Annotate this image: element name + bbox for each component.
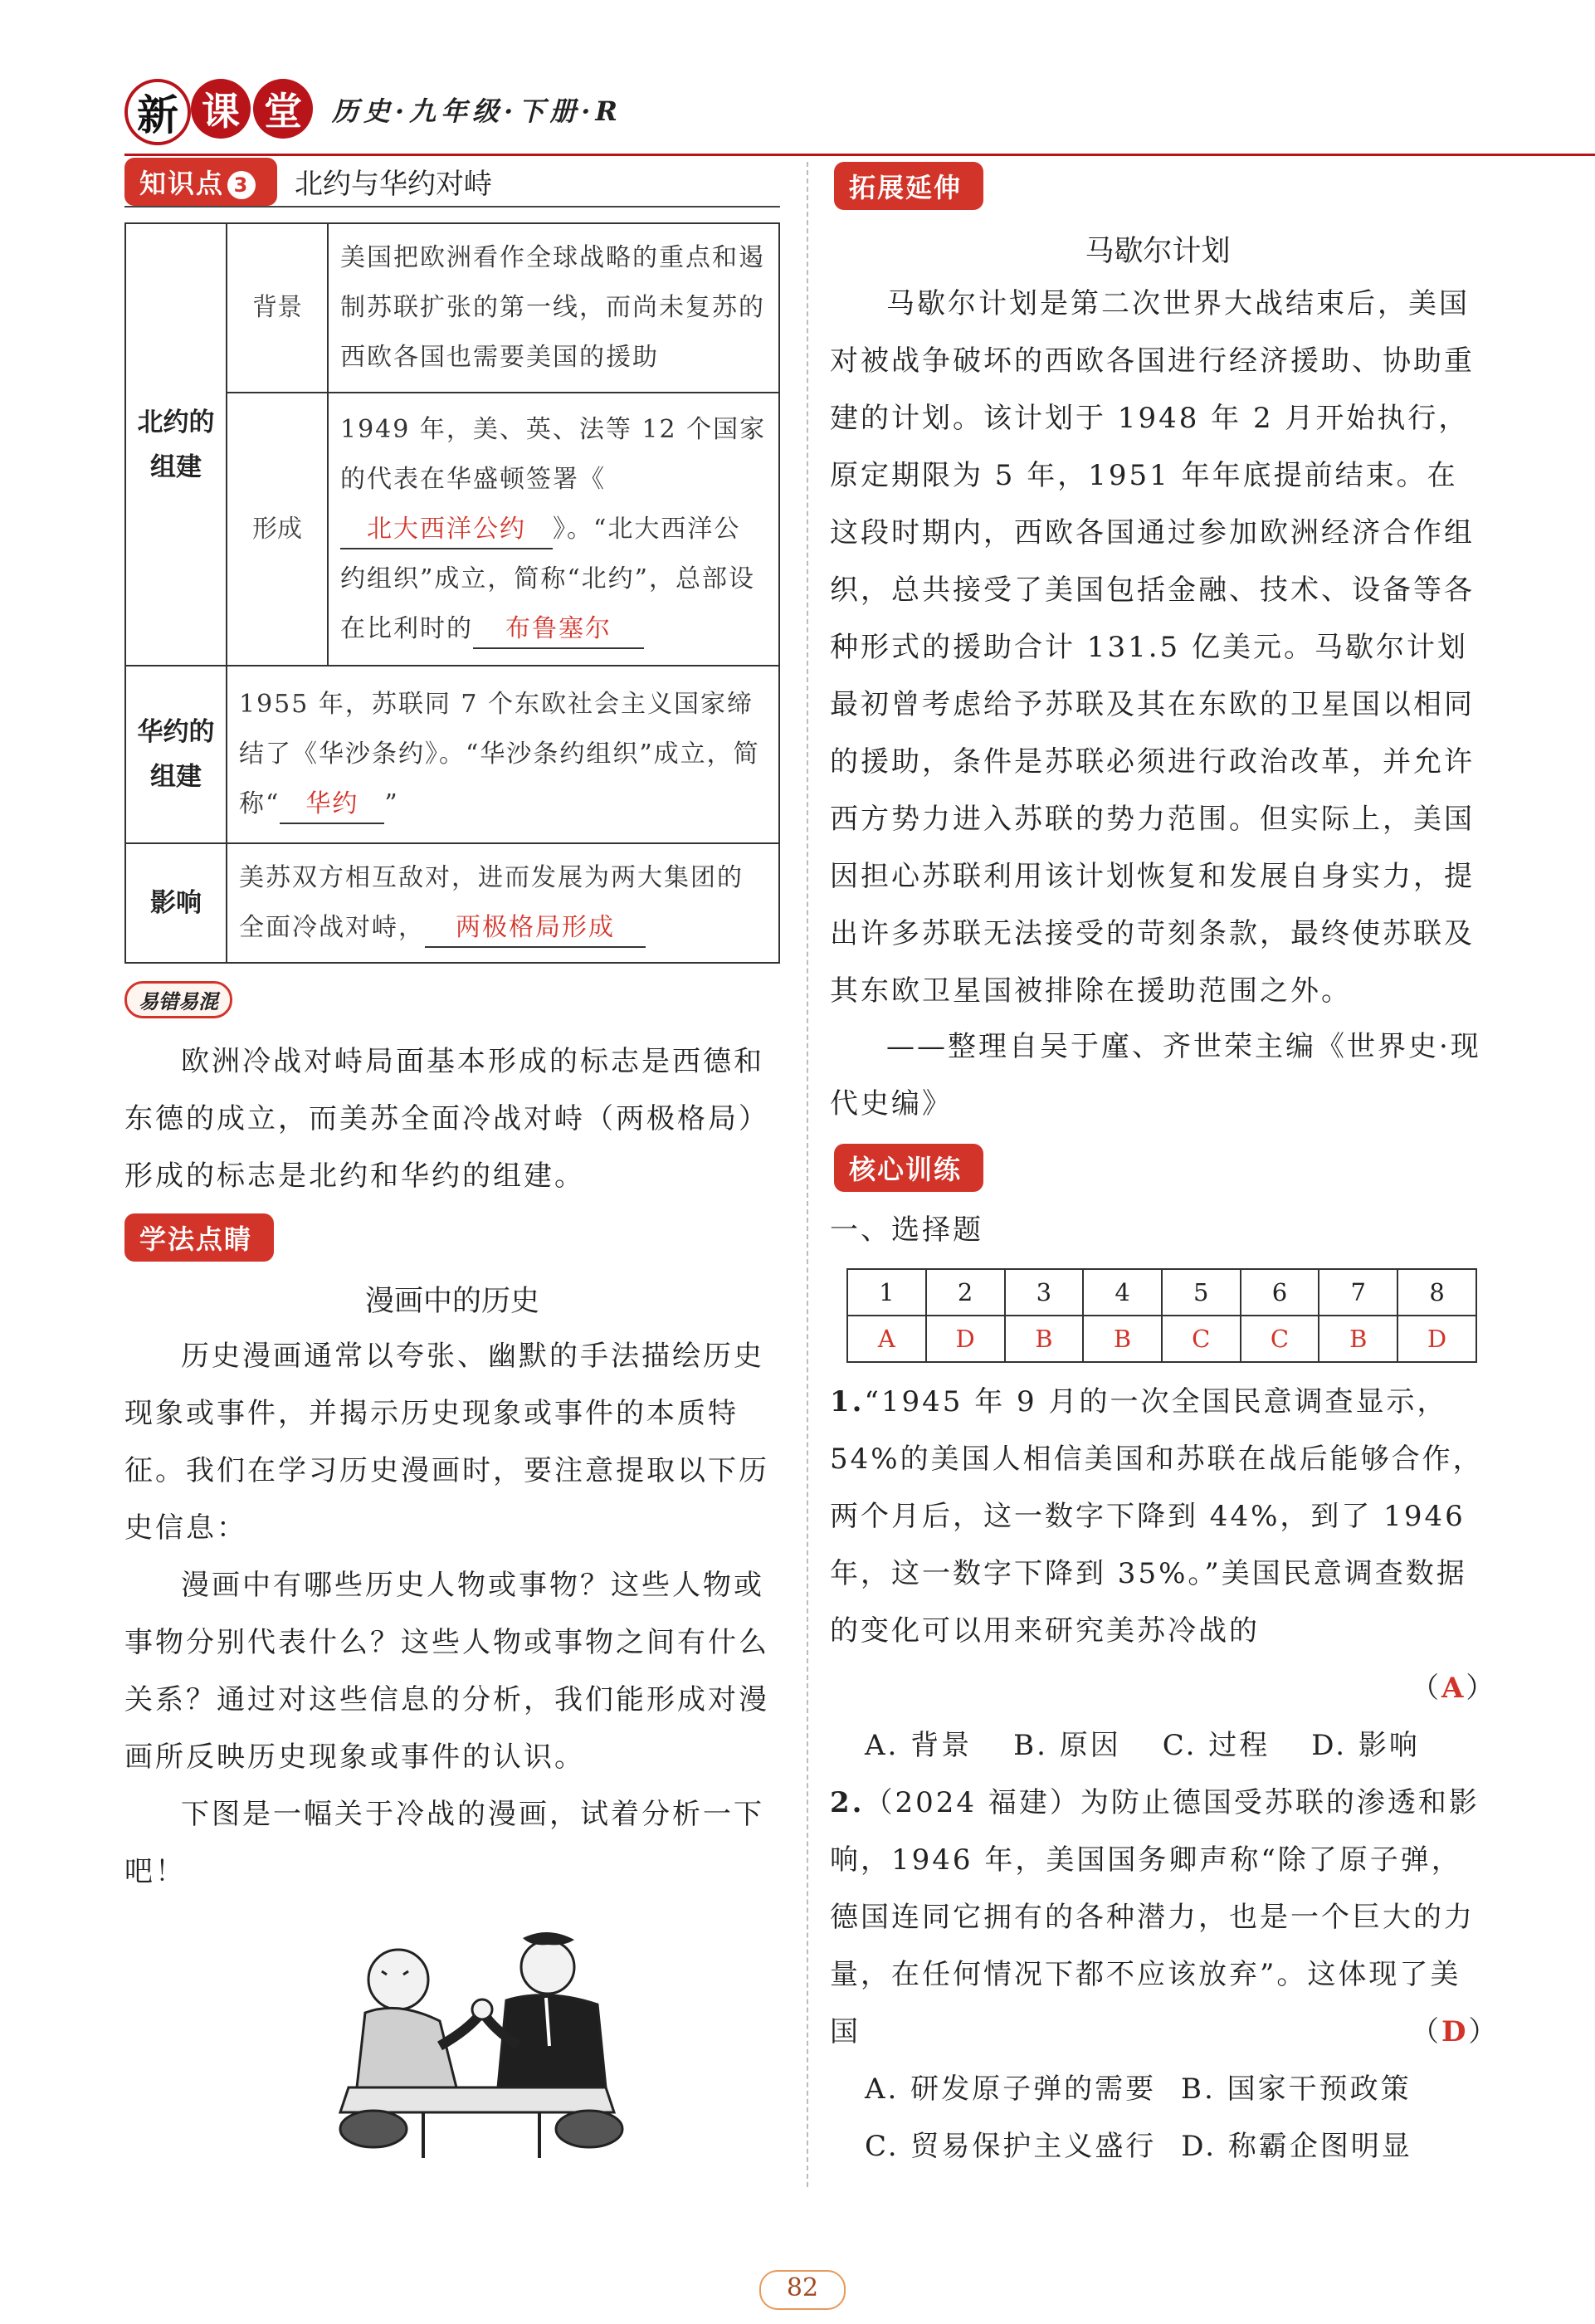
question-1-options (865, 1717, 1495, 1775)
knowledge-tag-label: 知识点 (139, 168, 225, 199)
answer-key-number: 2 (926, 1269, 1005, 1316)
answer-key-answer: B (1005, 1316, 1084, 1362)
question-1-option-b: B. 原因 (1013, 1729, 1121, 1762)
answer-key-number: 7 (1319, 1269, 1397, 1316)
answer-key-numbers (847, 1269, 1476, 1316)
question-1-option-c: C. 过程 (1162, 1729, 1271, 1762)
extension-title: 马歇尔计划 (1085, 235, 1231, 268)
knowledge-title: 北约与华约对峙 (295, 168, 492, 201)
question-2-options-row-2 (865, 2118, 1495, 2175)
question-1-option-a: A. 背景 (865, 1729, 973, 1762)
question-1-number: 1. (830, 1385, 865, 1418)
method-tag: 学法点睛 (124, 1213, 274, 1262)
question-1-answer: （A） (1411, 1672, 1497, 1705)
answer-key-number: 1 (847, 1269, 926, 1316)
answer-key-answer: B (1319, 1316, 1397, 1362)
answer-key-number: 3 (1005, 1269, 1084, 1316)
impact-text: 美苏双方相互敌对，进而发展为两大集团的全面冷战对峙， 两极格局形成 (227, 843, 779, 963)
page-number: 82 (759, 2270, 846, 2310)
answer-key-number: 8 (1397, 1269, 1476, 1316)
cold-war-cartoon (332, 1921, 631, 2162)
question-2-option-a: A. 研发原子弹的需要 (865, 2073, 1157, 2106)
answer-key-answers (847, 1316, 1476, 1362)
knowledge-tag-number: 3 (227, 171, 256, 199)
formation-text: 1949 年，美、英、法等 12 个国家的代表在华盛顿签署《北大西洋公约 》。“北大西洋公约组织”成立，简称“北约”，总部设在比利时的 布鲁塞尔 (328, 393, 779, 666)
question-2-option-d: D. 称霸企图明显 (1181, 2130, 1412, 2163)
training-tag: 核心训练 (834, 1144, 983, 1192)
method-paragraph-1: 历史漫画通常以夸张、幽默的手法描绘历史现象或事件，并揭示历史现象或事件的本质特征。我们在学习历史漫画时，要注意提取以下历史信息： (124, 1340, 769, 1545)
formation-label: 形成 (227, 393, 328, 666)
course-title: 历史·九年级·下册·R (332, 95, 623, 127)
method-title: 漫画中的历史 (364, 1285, 539, 1318)
question-2-stem: （2024 福建）为防止德国受苏联的渗透和影响，1946 年，美国国务卿声称“除了原子弹，德国连同它拥有的各种潜力，也是一个巨大的力量，在任何情况下都不应该放弃”。这体现了美国 (830, 1786, 1480, 2048)
impact-header: 影响 (125, 843, 227, 963)
easy-mistake-tag: 易错易混 (124, 981, 232, 1018)
question-2 (830, 1775, 1485, 2061)
nato-header: 北约的组建 (125, 223, 227, 666)
answer-key-number: 4 (1083, 1269, 1162, 1316)
answer-key-answer: A (847, 1316, 926, 1362)
question-1-option-d: D. 影响 (1311, 1729, 1420, 1762)
answer-warsaw-pact: 华约 (280, 786, 384, 824)
method-paragraph-3: 下图是一幅关于冷战的漫画，试着分析一下吧！ (124, 1798, 764, 1888)
question-2-option-b: B. 国家干预政策 (1180, 2073, 1412, 2106)
answer-key-number: 5 (1162, 1269, 1241, 1316)
answer-key-answer: B (1083, 1316, 1162, 1362)
extension-body: 马歇尔计划是第二次世界大战结束后，美国对被战争破坏的西欧各国进行经济援助、协助重建的计划。该计划于 1948 年 2 月开始执行，原定期限为 5 年，1951 年年底提前结束。在这段时期内，西欧各国通过参加欧洲经济合作组织，总共接受了美国包括金融、技术、设备等各种形式的援助合计 131.5 亿美元。马歇尔计划最初曾考虑给予苏联及其在东欧的卫星国以相同的援助，条件是苏联必须进行政治改革，并允许西方势力进入苏联的势力范围。但实际上，美国因担心苏联利用该计划恢复和发展自身实力，提出许多苏联无法接受的苛刻条款，最终使苏联及其东欧卫星国被排除在援助范围之外。 (830, 287, 1475, 1008)
knowledge-tag (124, 158, 277, 206)
section-title-multiple-choice: 一、选择题 (830, 1213, 983, 1247)
column-divider (807, 162, 808, 2187)
header-divider (124, 154, 1595, 156)
question-1 (830, 1374, 1485, 1660)
question-2-options-row-1 (865, 2061, 1495, 2118)
question-2-option-c: C. 贸易保护主义盛行 (865, 2130, 1157, 2163)
warsaw-text: 1955 年，苏联同 7 个东欧社会主义国家缔结了《华沙条约》。“华沙条约组织”成立，简称“ 华约 ” (227, 666, 779, 843)
logo-char-2: 课 (191, 79, 251, 139)
logo-char-1: 新 (124, 79, 191, 145)
logo-char-3: 堂 (253, 79, 313, 139)
answer-bipolar: 两极格局形成 (425, 910, 646, 948)
knowledge-table (124, 222, 780, 964)
page-header (124, 71, 1535, 145)
extension-tag: 拓展延伸 (834, 162, 983, 210)
background-text: 美国把欧洲看作全球战略的重点和遏制苏联扩张的第一线，而尚未复苏的西欧各国也需要美国的援助 (328, 223, 779, 393)
extension-source: ——整理自吴于廑、齐世荣主编《世界史·现代史编》 (830, 1030, 1481, 1120)
answer-key-answer: D (1397, 1316, 1476, 1362)
question-2-answer: （D） (1411, 2015, 1500, 2048)
method-paragraph-2: 漫画中有哪些历史人物或事物？这些人物或事物分别代表什么？这些人物或事物之间有什么关系？通过对这些信息的分析，我们能形成对漫画所反映历史现象或事件的认识。 (124, 1569, 769, 1774)
answer-key-answer: C (1241, 1316, 1319, 1362)
easy-mistake-text: 欧洲冷战对峙局面基本形成的标志是西德和东德的成立，而美苏全面冷战对峙（两极格局）形成的标志是北约和华约的组建。 (124, 1045, 769, 1193)
knowledge-title-rule (124, 206, 780, 208)
answer-key-number: 6 (1241, 1269, 1319, 1316)
question-2-number: 2. (830, 1786, 865, 1819)
answer-key-answer: D (926, 1316, 1005, 1362)
background-label: 背景 (227, 223, 328, 393)
question-1-stem: “1945 年 9 月的一次全国民意调查显示，54%的美国人相信美国和苏联在战后能够合作，两个月后，这一数字下降到 44%，到了 1946 年，这一数字下降到 35%。”美国民意调查数据的变化可以用来研究美苏冷战的 (830, 1385, 1484, 1648)
answer-key-table (846, 1268, 1477, 1363)
answer-north-atlantic-treaty: 北大西洋公约 (340, 511, 553, 549)
answer-key-answer: C (1162, 1316, 1241, 1362)
answer-brussels: 布鲁塞尔 (473, 611, 644, 649)
warsaw-header: 华约的组建 (125, 666, 227, 843)
